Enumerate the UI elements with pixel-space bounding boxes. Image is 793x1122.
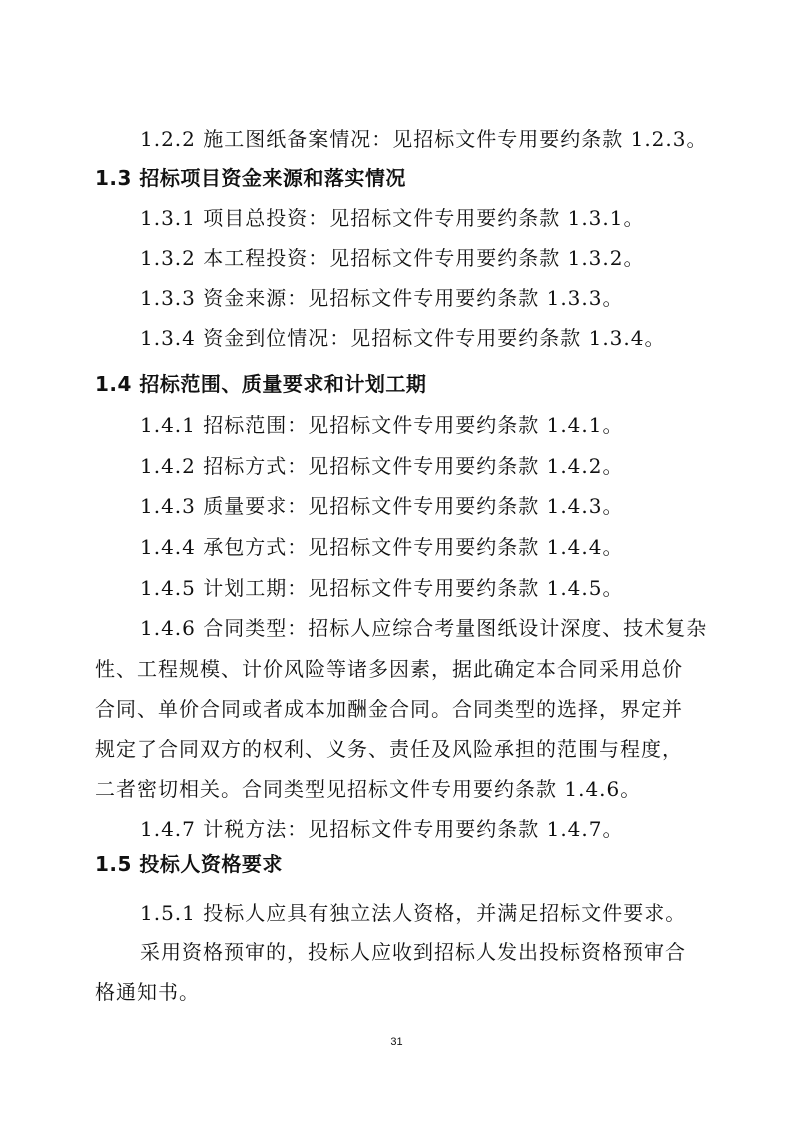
clause-1-3-4: 1.3.4 资金到位情况：见招标文件专用要约条款 1.3.4。 [140,326,666,350]
clause-1-4-2: 1.4.2 招标方式：见招标文件专用要约条款 1.4.2。 [140,454,624,478]
prequalification-line-1: 采用资格预审的，投标人应收到招标人发出投标资格预审合 [140,940,686,964]
clause-1-2-2: 1.2.2 施工图纸备案情况：见招标文件专用要约条款 1.2.3。 [140,127,708,151]
clause-1-4-6-line-1: 1.4.6 合同类型：招标人应综合考量图纸设计深度、技术复杂 [140,616,708,640]
clause-1-4-6-line-2: 性、工程规模、计价风险等诸多因素，据此确定本合同采用总价 [95,657,683,681]
section-heading-1-5: 1.5 投标人资格要求 [95,852,283,876]
section-heading-1-3: 1.3 招标项目资金来源和落实情况 [95,166,406,190]
clause-1-4-1: 1.4.1 招标范围：见招标文件专用要约条款 1.4.1。 [140,413,624,437]
clause-1-5-1: 1.5.1 投标人应具有独立法人资格，并满足招标文件要求。 [140,901,687,925]
clause-1-3-3: 1.3.3 资金来源：见招标文件专用要约条款 1.3.3。 [140,286,624,310]
clause-1-3-2: 1.3.2 本工程投资：见招标文件专用要约条款 1.3.2。 [140,246,645,270]
clause-1-4-6-line-3: 合同、单价合同或者成本加酬金合同。合同类型的选择，界定并 [95,697,683,721]
clause-1-4-4: 1.4.4 承包方式：见招标文件专用要约条款 1.4.4。 [140,535,624,559]
clause-1-4-5: 1.4.5 计划工期：见招标文件专用要约条款 1.4.5。 [140,576,624,600]
prequalification-line-2: 格通知书。 [95,980,200,1004]
clause-1-4-3: 1.4.3 质量要求：见招标文件专用要约条款 1.4.3。 [140,494,624,518]
page-number: 31 [390,1036,403,1048]
clause-1-4-6-line-4: 规定了合同双方的权利、义务、责任及风险承担的范围与程度， [95,737,683,761]
clause-1-4-7: 1.4.7 计税方法：见招标文件专用要约条款 1.4.7。 [140,817,624,841]
clause-1-4-6-line-5: 二者密切相关。合同类型见招标文件专用要约条款 1.4.6。 [95,777,642,801]
clause-1-3-1: 1.3.1 项目总投资：见招标文件专用要约条款 1.3.1。 [140,206,645,230]
section-heading-1-4: 1.4 招标范围、质量要求和计划工期 [95,372,427,396]
